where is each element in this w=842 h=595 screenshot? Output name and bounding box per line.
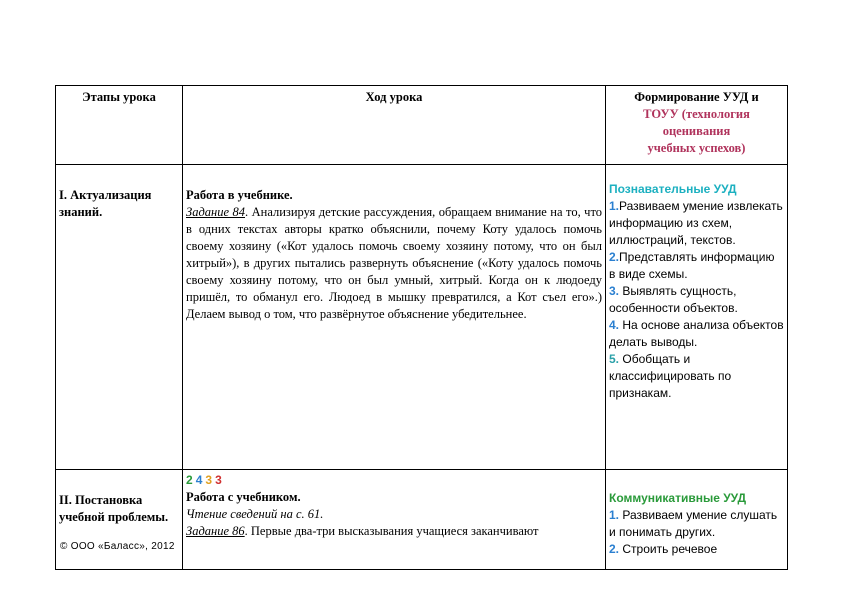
marker: 3 (205, 473, 213, 487)
uud-item-text: Обобщать и классифицировать по признакам. (609, 352, 732, 400)
uud-item-number: 2. (609, 542, 620, 556)
header-stages: Этапы урока (56, 86, 183, 165)
uud-item-text: Строить речевое (622, 542, 718, 556)
uud-item-number: 1. (609, 199, 620, 213)
uud-item-number: 5. (609, 352, 620, 366)
marker: 4 (195, 473, 203, 487)
stage-title-line1: Постановка (74, 493, 143, 507)
copyright-footer: © ООО «Баласс», 2012 (60, 541, 175, 552)
lesson-plan-table (55, 85, 788, 570)
task-paragraph (186, 204, 602, 323)
uud-title: Познавательные УУД (609, 182, 737, 196)
header-uud-line2: ТОУУ (технология (643, 107, 750, 121)
stage-cell (56, 470, 183, 570)
task-paragraph (186, 523, 602, 540)
uud-item-text: На основе анализа объектов делать выводы. (609, 318, 784, 349)
uud-item (609, 249, 784, 283)
task-label: Задание 86 (186, 524, 245, 538)
uud-item (609, 198, 784, 249)
stage-title-line1: Актуализация (70, 188, 152, 202)
marker: 2 (186, 473, 193, 487)
course-cell (183, 165, 606, 470)
task-text: . Анализируя детские рассуждения, обращаем внимание на то, что в одних текстах авторы кратко объяснили, почему Коту удалось помочь своему хозяину («Кот удалось помочь своему хозяину потому, что он был хитрый»), в других пытались развернуть объяснение («Коту удалось помочь своему хозяину потому, что он был умный, хитрый. Когда он к людоеду пришёл, то обманул его. Людоед в мышку превратился, а Кот съел его».) Делаем вывод о том, что развёрнутое объяснение убедительнее. (186, 205, 603, 321)
task-label: Задание 84 (186, 205, 245, 219)
stage-title-line2: знаний. (59, 205, 103, 219)
uud-cell (606, 470, 788, 570)
course-cell (183, 470, 606, 570)
uud-item (609, 351, 784, 402)
course-title: Работа с учебником. (186, 490, 301, 504)
table-header-row (56, 86, 788, 165)
uud-item-text: Выявлять сущность, особенности объектов. (609, 284, 738, 315)
header-uud (606, 86, 788, 165)
header-uud-line3: оценивания (662, 124, 731, 138)
stage-cell (56, 165, 183, 470)
uud-item-number: 2. (609, 250, 620, 264)
uud-item (609, 317, 784, 351)
table-row (56, 470, 788, 570)
uud-item-number: 1. (609, 508, 620, 522)
uud-item (609, 541, 784, 558)
uud-item-text: Представлять информацию в виде схемы. (609, 250, 775, 281)
stage-title-line2: учебной проблемы. (59, 510, 169, 524)
uud-item-number: 3. (609, 284, 620, 298)
marker: 3 (215, 473, 222, 487)
course-title: Работа в учебнике. (186, 188, 293, 202)
header-uud-line4: учебных успехов) (647, 141, 746, 155)
header-course: Ход урока (183, 86, 606, 165)
uud-item-number: 4. (609, 318, 620, 332)
task-text: . Первые два-три высказывания учащиеся заканчивают (244, 524, 539, 538)
reading-text: Чтение сведений на с. 61. (186, 507, 324, 521)
stage-number: II. (59, 493, 72, 507)
uud-item (609, 507, 784, 541)
header-uud-line1: Формирование УУД и (634, 90, 759, 104)
uud-item-text: Развиваем умение извлекать информацию из схем, иллюстраций, текстов. (609, 199, 783, 247)
assessment-markers (186, 472, 602, 489)
uud-title: Коммуникативные УУД (609, 491, 747, 505)
stage-number: I. (59, 188, 67, 202)
uud-item (609, 283, 784, 317)
table-row (56, 165, 788, 470)
uud-item-text: Развиваем умение слушать и понимать других. (609, 508, 778, 539)
uud-cell (606, 165, 788, 470)
